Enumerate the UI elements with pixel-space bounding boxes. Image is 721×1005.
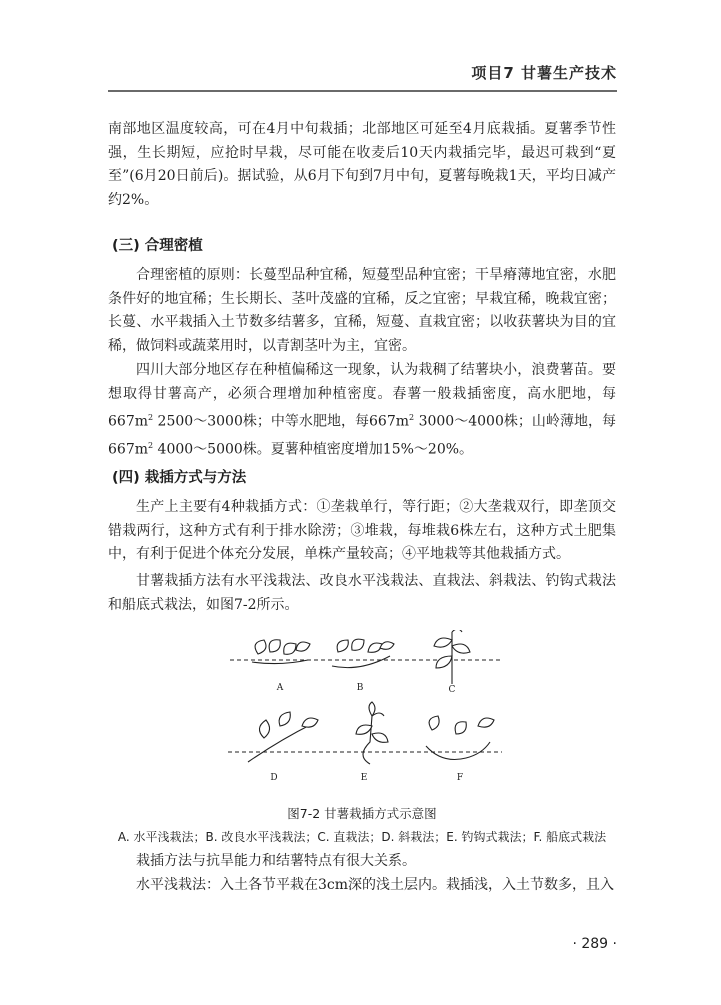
running-header [108, 56, 617, 92]
figure-label-c: C [448, 685, 456, 695]
density-text-b: 2500～3000株；中等水肥地，每667m [153, 413, 410, 430]
seedling-d [248, 712, 318, 762]
section-heading-planting-methods: (四) 栽插方式与方法 [112, 470, 247, 486]
figure-label-f: F [456, 773, 464, 783]
header-title: 项目7 甘薯生产技术 [471, 64, 617, 82]
section-heading-dense-planting: (三) 合理密植 [112, 238, 203, 254]
paragraph-horizontal-shallow: 水平浅栽法：入土各节平栽在3cm深的浅土层内。栽插浅，入土节数多，且入 [136, 877, 615, 893]
seedling-e [356, 702, 388, 764]
figure-legend: A. 水平浅栽法；B. 改良水平浅栽法；C. 直栽法；D. 斜栽法；E. 钓钩式栽法；F. 船底式栽法 [117, 830, 607, 844]
seedling-f [426, 716, 494, 760]
superscript-2: 2 [148, 441, 154, 451]
figure-planting-illustration [220, 630, 510, 800]
density-text-d: 4000～5000株。夏薯种植密度增加15%～20%。 [153, 441, 474, 458]
seedling-b [332, 639, 394, 668]
paragraph-planting-time: 南部地区温度较高，可在4月中旬栽插；北部地区可延至4月底栽插。夏薯季节性强，生长期短，应抢时早栽，尽可能在收麦后10天内栽插完毕，最迟可栽到“夏至”(6月20日前后)。据试验，从6月下旬到7月中旬，夏薯每晚栽1天，平均日减产约2%。 [108, 121, 616, 208]
density-text-a: 四川大部分地区存在种植偏稀这一现象，认为栽稠了结薯块小，浪费薯苗。要想取得甘薯高产，必须合理增加种植密度。春薯一般栽插密度，高水肥地，每667m [108, 362, 616, 430]
paragraph-method-relation: 栽插方法与抗旱能力和结薯特点有很大关系。 [136, 853, 416, 869]
seedling-c [434, 630, 470, 684]
paragraph-sichuan-density [108, 359, 616, 462]
paragraph-planting-modes: 生产上主要有4种栽插方式：①垄栽单行，等行距；②大垄栽双行，即垄顶交错栽两行，这种方式有利于排水除涝；③堆栽，每堆栽6株左右，这种方式土肥集中，有利于促进个体充分发展，单株产量较高；④平地栽等其他栽插方式。 [108, 499, 616, 562]
header-rule [108, 90, 617, 92]
planting-diagram [220, 630, 510, 800]
density-text-c: 3000～4000株；山岭薄地，每667m [108, 413, 616, 458]
paragraph-planting-methods: 甘薯栽插方法有水平浅栽法、改良水平浅栽法、直栽法、斜栽法、钓钩式栽法和船底式栽法，如图7-2所示。 [108, 573, 616, 613]
paragraph-density-principle: 合理密植的原则：长蔓型品种宜稀，短蔓型品种宜密；干旱瘠薄地宜密，水肥条件好的地宜稀；生长期长、茎叶茂盛的宜稀，反之宜密；早栽宜稀，晚栽宜密；长蔓、水平栽插入土节数多结薯多，宜稀，短蔓、直栽宜密；以收获薯块为目的宜稀，做饲料或蔬菜用时，以青割茎叶为主，宜密。 [108, 267, 616, 354]
superscript-2: 2 [409, 413, 415, 422]
page-number: · 289 · [572, 936, 617, 952]
figure-caption: 图7-2 甘薯栽插方式示意图 [287, 806, 437, 821]
figure-label-e: E [360, 773, 368, 783]
figure-label-b: B [356, 683, 364, 693]
figure-label-d: D [270, 773, 278, 783]
figure-label-a: A [276, 683, 284, 693]
superscript-2: 2 [148, 413, 154, 422]
